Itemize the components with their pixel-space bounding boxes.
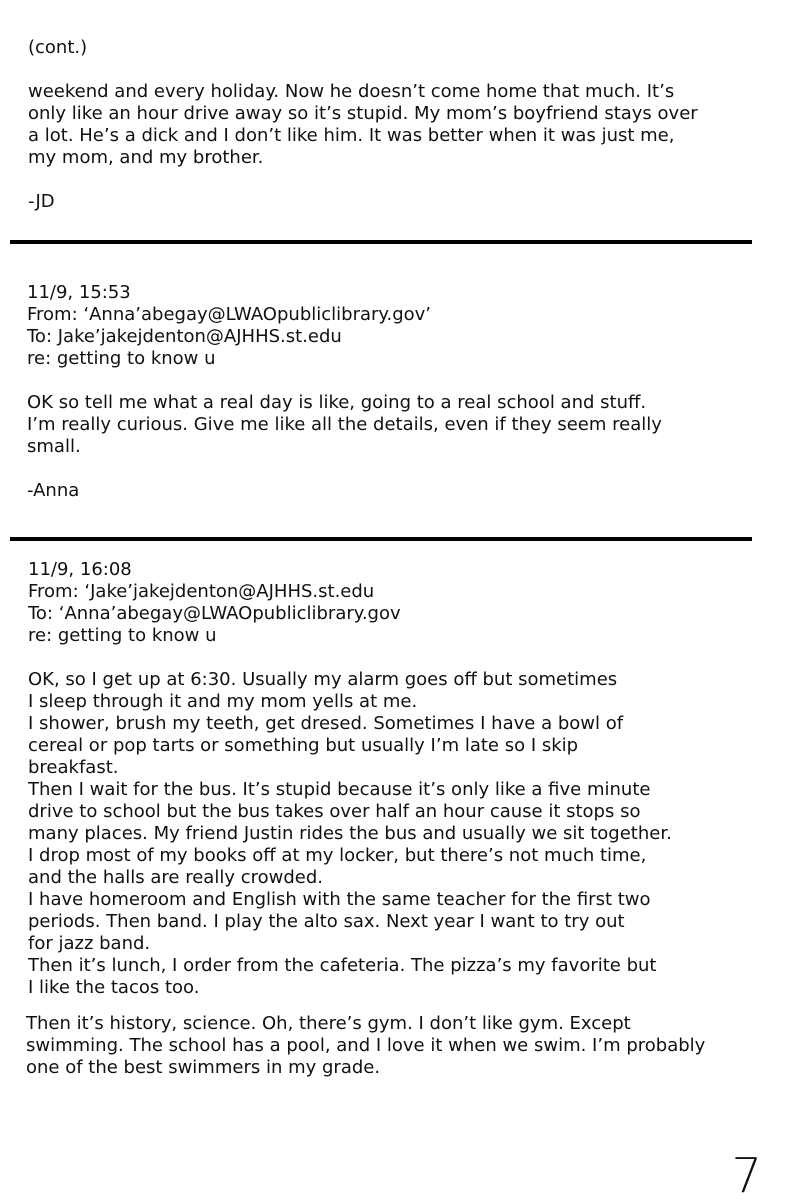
continuation-line-3: a lot. He’s a dick and I don’t like him. It was better when it was just me,	[28, 125, 675, 146]
email-1-body-line-1: OK so tell me what a real day is like, going to a real school and stuff.	[27, 392, 647, 413]
page-number: 7	[731, 1148, 762, 1204]
email-2-extra-line-3: one of the best swimmers in my grade.	[26, 1057, 381, 1078]
email-2-extra-line-1: Then it’s history, science. Oh, there’s gym. I don’t like gym. Except	[26, 1013, 631, 1034]
continuation-line-2: only like an hour drive away so it’s stupid. My mom’s boyfriend stays over	[28, 103, 698, 124]
email-1-to: To: Jake’jakejdenton@AJHHS.st.edu	[27, 326, 342, 347]
email-2-to: To: ‘Anna’abegay@LWAOpubliclibrary.gov	[28, 603, 401, 624]
email-1-from: From: ‘Anna’abegay@LWAOpubliclibrary.gov’	[27, 304, 432, 325]
email-2-body-line-13: for jazz band.	[28, 933, 151, 954]
email-2-body-line-11: I have homeroom and English with the same teacher for the first two	[28, 889, 651, 910]
email-1-signature: -Anna	[27, 480, 80, 501]
continuation-signature: -JD	[28, 191, 55, 212]
continuation-line-1: weekend and every holiday. Now he doesn’t come home that much. It’s	[28, 81, 675, 102]
email-2	[28, 559, 758, 999]
email-2-body-line-12: periods. Then band. I play the alto sax. Next year I want to try out	[28, 911, 625, 932]
continuation-line-4: my mom, and my brother.	[28, 147, 264, 168]
email-2-timestamp: 11/9, 16:08	[28, 559, 132, 580]
email-2-extra-line-2: swimming. The school has a pool, and I love it when we swim. I’m probably	[26, 1035, 706, 1056]
email-2-body-line-8: many places. My friend Justin rides the bus and usually we sit together.	[28, 823, 672, 844]
email-2-body-line-1: OK, so I get up at 6:30. Usually my alarm goes off but sometimes	[28, 669, 618, 690]
email-2-subject: re: getting to know u	[28, 625, 217, 646]
email-2-body-line-4: cereal or pop tarts or something but usually I’m late so I skip	[28, 735, 579, 756]
divider-1	[10, 240, 752, 244]
email-2-from: From: ‘Jake’jakejdenton@AJHHS.st.edu	[28, 581, 375, 602]
email-1	[27, 282, 757, 502]
email-1-timestamp: 11/9, 15:53	[27, 282, 131, 303]
email-2-body-line-7: drive to school but the bus takes over half an hour cause it stops so	[28, 801, 641, 822]
divider-2	[10, 537, 752, 541]
email-2-body-line-5: breakfast.	[28, 757, 119, 778]
email-1-subject: re: getting to know u	[27, 348, 216, 369]
continuation-label: (cont.)	[28, 37, 88, 58]
email-2-body-line-2: I sleep through it and my mom yells at me.	[28, 691, 418, 712]
email-2-body-line-10: and the halls are really crowded.	[28, 867, 323, 888]
email-2-extra	[26, 1013, 756, 1079]
email-2-body-line-14: Then it’s lunch, I order from the cafeteria. The pizza’s my favorite but	[28, 955, 657, 976]
email-2-body-line-3: I shower, brush my teeth, get dresed. Sometimes I have a bowl of	[28, 713, 624, 734]
continuation-section	[28, 37, 758, 213]
email-2-body-line-15: I like the tacos too.	[28, 977, 200, 998]
email-1-body-line-2: I’m really curious. Give me like all the details, even if they seem really	[27, 414, 662, 435]
email-2-body-line-6: Then I wait for the bus. It’s stupid because it’s only like a five minute	[28, 779, 651, 800]
email-1-body-line-3: small.	[27, 436, 81, 457]
email-2-body-line-9: I drop most of my books off at my locker, but there’s not much time,	[28, 845, 647, 866]
